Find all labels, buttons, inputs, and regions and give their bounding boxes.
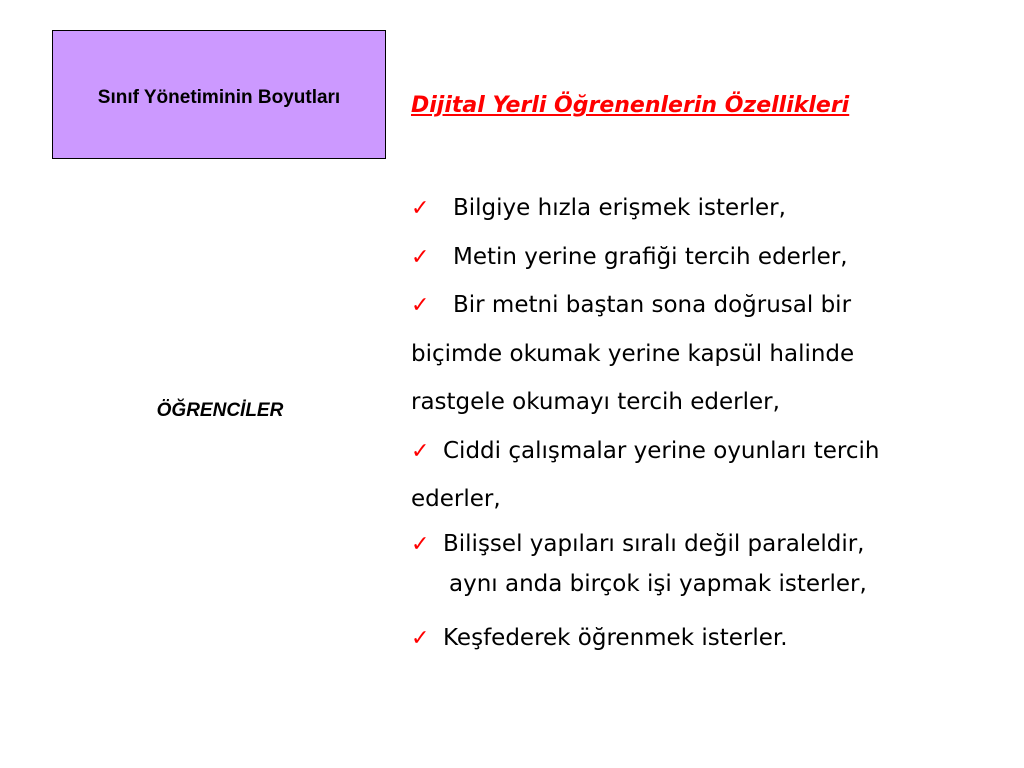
list-item-text: Bilişsel yapıları sıralı değil paraleldir,	[443, 530, 865, 557]
spacer	[411, 126, 1011, 184]
list-item	[411, 614, 1011, 663]
list-item-text: Bilgiye hızla erişmek isterler,	[453, 195, 786, 221]
list-item	[411, 233, 1011, 282]
list-item-text: Keşfederek öğrenmek isterler.	[443, 624, 788, 651]
checkmark-icon: ✓	[411, 531, 430, 557]
list-item-continuation: rastgele okumayı tercih ederler,	[411, 389, 780, 415]
content-heading: Dijital Yerli Öğrenenlerin Özellikleri	[411, 93, 850, 118]
list-item-text: Metin yerine grafiği tercih ederler,	[453, 243, 848, 270]
content-area	[411, 86, 1011, 662]
list-item-continuation: ederler,	[411, 486, 501, 512]
list-item	[411, 281, 1011, 330]
list-item-text: Bir metni baştan sona doğrusal bir	[453, 292, 852, 318]
list-item-continuation: aynı anda birçok işi yapmak isterler,	[449, 570, 867, 597]
checkmark-icon: ✓	[411, 196, 430, 221]
list-item-continuation: biçimde okumak yerine kapsül halinde	[411, 340, 855, 367]
slide-title: Sınıf Yönetiminin Boyutları	[97, 86, 341, 108]
list-item-text: Ciddi çalışmalar yerine oyunları tercih	[443, 437, 880, 464]
list-item	[411, 524, 1011, 564]
checkmark-icon: ✓	[411, 438, 430, 464]
checkmark-icon: ✓	[411, 293, 430, 318]
side-label: ÖĞRENCİLER	[156, 400, 284, 421]
checkmark-icon: ✓	[411, 625, 430, 651]
list-item	[411, 427, 1011, 476]
title-box	[52, 30, 386, 159]
list-item	[411, 184, 1011, 233]
checkmark-icon: ✓	[411, 244, 430, 270]
